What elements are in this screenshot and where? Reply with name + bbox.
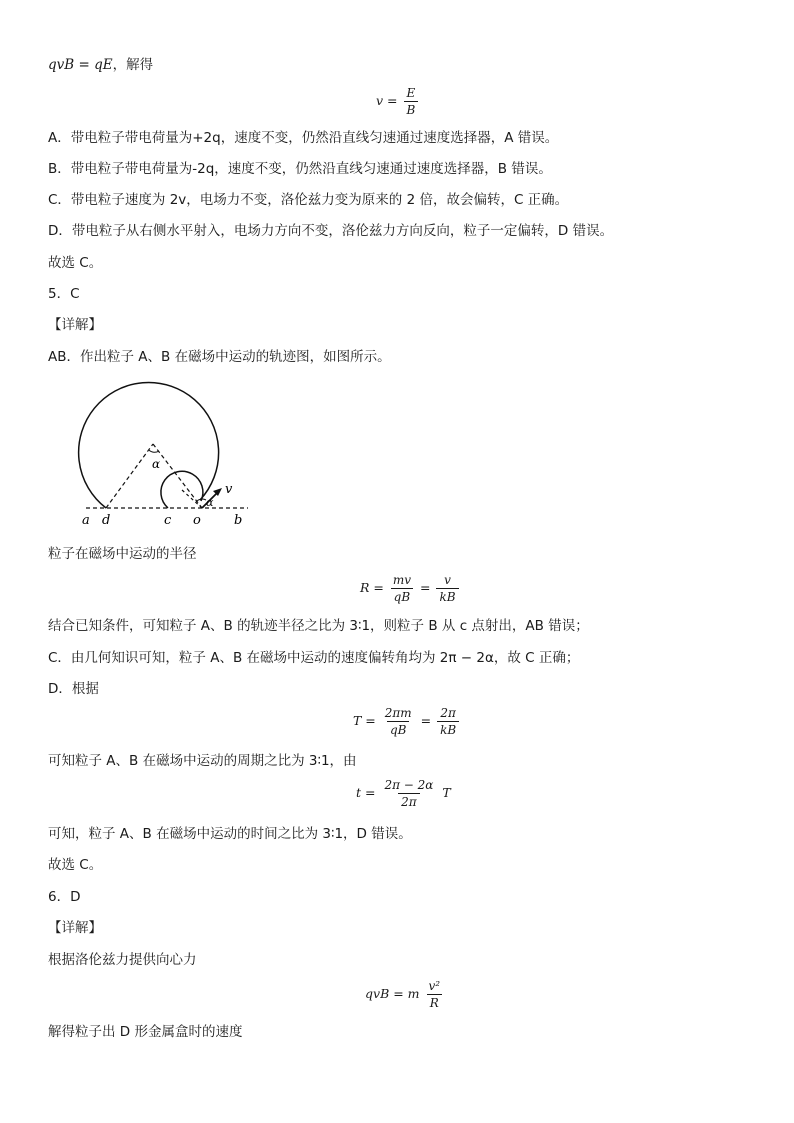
intro-line	[48, 56, 153, 74]
label-d: d	[102, 513, 111, 528]
fraction-2pim-over-qB	[382, 706, 415, 737]
equals-sign: =	[420, 713, 432, 728]
formula-t	[356, 778, 451, 809]
formula-R	[360, 573, 461, 604]
fraction-v2-over-R	[426, 979, 444, 1010]
fraction-denominator: 2π	[398, 793, 420, 809]
option-b: B．带电粒子带电荷量为-2q，速度不变，仍然沿直线匀速通过速度选择器，B 错误。	[48, 161, 552, 177]
fraction-denominator: qB	[387, 721, 410, 737]
combine-text: 结合已知条件，可知粒子 A、B 的轨迹半径之比为 3∶1，则粒子 B 从 c 点射出，AB 错误；	[48, 618, 589, 634]
d-base-text: D．根据	[48, 681, 99, 697]
option-a: A．带电粒子带电荷量为+2q，速度不变，仍然沿直线匀速通过速度选择器，A 错误。	[48, 130, 559, 146]
fraction-numerator: 2π	[440, 706, 456, 720]
fraction-v-over-kB	[436, 573, 458, 604]
radius-line-1	[106, 444, 153, 508]
fraction-mv-over-qB	[390, 573, 414, 604]
fraction-denominator: kB	[436, 588, 458, 604]
formula-v	[376, 86, 420, 117]
formula-T-lhs: T =	[353, 713, 376, 728]
label-b: b	[234, 513, 243, 528]
label-c: c	[164, 513, 172, 528]
trajectory-arc-a	[79, 382, 219, 508]
answer-choice-2: 故选 C。	[48, 857, 103, 873]
fraction-angle-over-2pi	[381, 778, 436, 809]
label-a: a	[82, 513, 90, 528]
question-5-heading: 5．C	[48, 286, 80, 302]
formula-centripetal-lhs: qvB = m	[365, 986, 420, 1001]
fraction-E-over-B	[404, 86, 419, 117]
trajectory-figure	[72, 378, 262, 530]
radius-text: 粒子在磁场中运动的半径	[48, 546, 197, 562]
time-text: 可知，粒子 A、B 在磁场中运动的时间之比为 3∶1，D 错误。	[48, 826, 412, 842]
radius-line-3	[182, 490, 202, 508]
fraction-numerator: v	[444, 573, 451, 587]
fraction-numerator: v²	[428, 979, 441, 993]
fraction-numerator: E	[406, 86, 416, 100]
label-alpha-bottom: α	[206, 496, 214, 509]
formula-t-lhs: t =	[356, 785, 376, 800]
fraction-2pi-over-kB	[437, 706, 459, 737]
formula-v-lhs: v =	[376, 93, 398, 108]
detail-heading-1: 【详解】	[48, 317, 102, 333]
period-text: 可知粒子 A、B 在磁场中运动的周期之比为 3∶1，由	[48, 753, 357, 769]
fraction-denominator: kB	[437, 721, 459, 737]
formula-centripetal	[365, 979, 445, 1010]
fraction-numerator: 2πm	[384, 706, 412, 720]
formula-T	[353, 706, 461, 737]
c-geometry-text: C．由几何知识可知，粒子 A、B 在磁场中运动的速度偏转角均为 2π − 2α，故 C 正确；	[48, 650, 580, 666]
question-6-heading: 6．D	[48, 889, 81, 905]
label-o: o	[193, 513, 201, 528]
answer-choice-1: 故选 C。	[48, 255, 103, 271]
equation-qvB-qE: qvB = qE	[48, 57, 113, 73]
formula-R-lhs: R =	[360, 580, 384, 595]
exit-speed-text: 解得粒子出 D 形金属盒时的速度	[48, 1024, 243, 1040]
formula-t-tail: T	[442, 785, 451, 800]
fraction-denominator: B	[404, 101, 419, 117]
fraction-numerator: 2π − 2α	[384, 778, 434, 792]
equals-sign: =	[420, 580, 431, 595]
fraction-denominator: R	[427, 994, 442, 1010]
label-alpha-top: α	[152, 457, 161, 471]
fraction-numerator: mv	[392, 573, 412, 587]
intro-text: ，解得	[112, 57, 154, 73]
option-d: D．带电粒子从右侧水平射入，电场力方向不变，洛伦兹力方向反向，粒子一定偏转，D 错误。	[48, 223, 614, 239]
label-v: v	[225, 482, 233, 497]
lorentz-text: 根据洛伦兹力提供向心力	[48, 952, 197, 968]
fraction-denominator: qB	[391, 588, 414, 604]
ab-explanation: AB．作出粒子 A、B 在磁场中运动的轨迹图，如图所示。	[48, 349, 391, 365]
option-c: C．带电粒子速度为 2v，电场力不变，洛伦兹力变为原来的 2 倍，故会偏转，C 正确。	[48, 192, 569, 208]
detail-heading-2: 【详解】	[48, 920, 102, 936]
